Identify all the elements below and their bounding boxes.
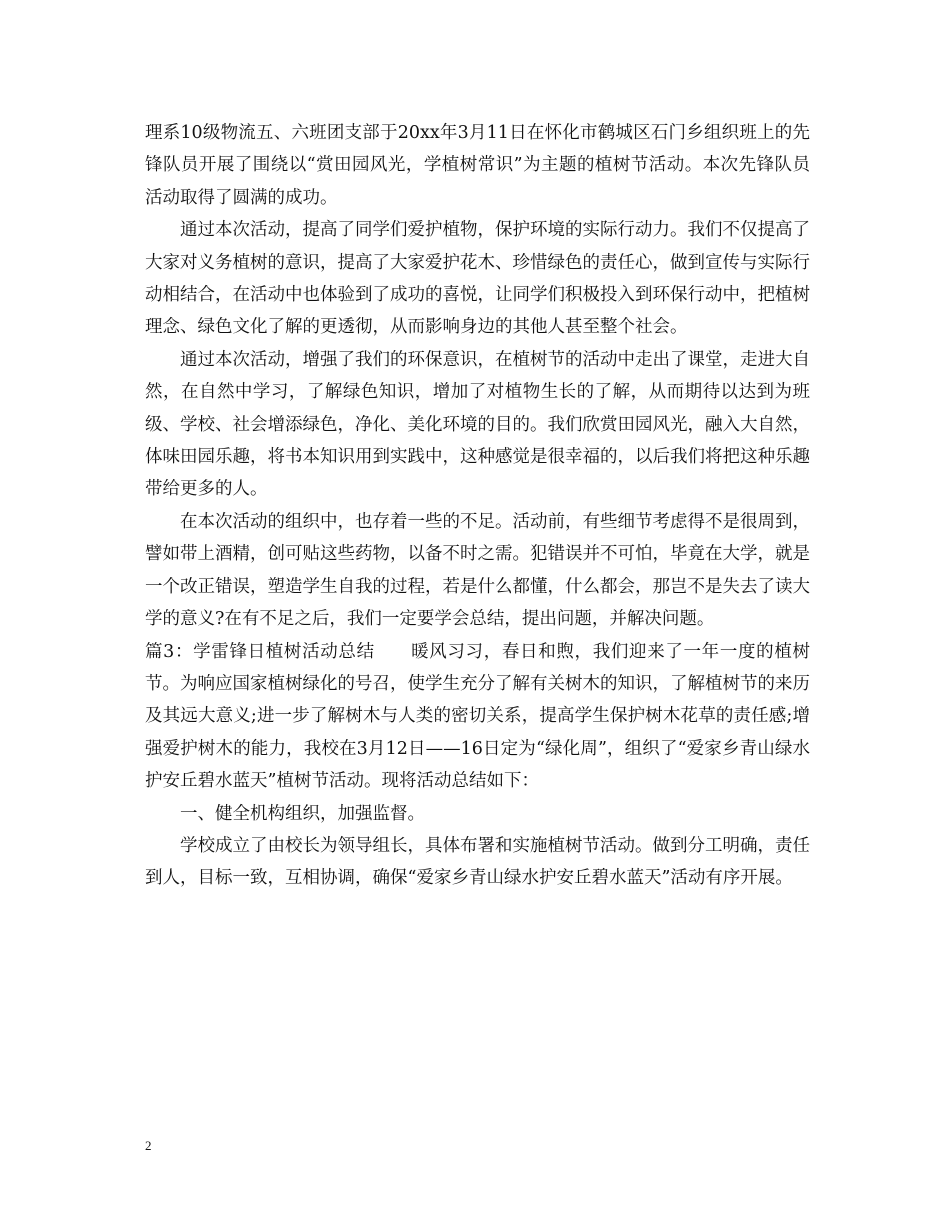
paragraph-continuation: 理系10级物流五、六班团支部于20xx年3月11日在怀化市鹤城区石门乡组织班上的先锋队员开展了围绕以“赏田园风光，学植树常识”为主题的植树节活动。本次先锋队员活动取得了圆满的成功。 xyxy=(145,123,810,208)
section-heading-organization: 一、健全机构组织，加强监督。 xyxy=(180,803,425,824)
page-number: 2 xyxy=(145,1138,152,1153)
paragraph-leadership-group: 学校成立了由校长为领导组长，具体布署和实施植树节活动。做到分工明确，责任到人，目标一致，互相协调，确保“爱家乡青山绿水护安丘碧水蓝天”活动有序开展。 xyxy=(145,835,810,889)
document-body xyxy=(145,117,810,895)
paragraph-activity-results: 通过本次活动，提高了同学们爱护植物，保护环境的实际行动力。我们不仅提高了大家对义务植树的意识，提高了大家爱护花木、珍惜绿色的责任心，做到宣传与实际行动相结合，在活动中也体验到了成功的喜悦，让同学们积极投入到环保行动中，把植树理念、绿色文化了解的更透彻，从而影响身边的其他人甚至整个社会。 xyxy=(145,220,810,338)
paragraph-environmental-awareness: 通过本次活动，增强了我们的环保意识，在植树节的活动中走出了课堂，走进大自然，在自然中学习，了解绿色知识，增加了对植物生长的了解，从而期待以达到为班级、学校、社会增添绿色，净化、美化环境的目的。我们欣赏田园风光，融入大自然，体味田园乐趣，将书本知识用到实践中，这种感觉是很幸福的，以后我们将把这种乐趣带给更多的人。 xyxy=(145,349,810,500)
paragraph-shortcomings: 在本次活动的组织中，也存着一些的不足。活动前，有些细节考虑得不是很周到，譬如带上酒精，创可贴这些药物，以备不时之需。犯错误并不可怕，毕竟在大学，就是一个改正错误，塑造学生自我的过程，若是什么都懂，什么都会，那岂不是失去了读大学的意义?在有不足之后，我们一定要学会总结，提出问题，并解决问题。 xyxy=(145,511,810,630)
paragraph-article-3-intro: 篇3：学雷锋日植树活动总结 暖风习习，春日和煦，我们迎来了一年一度的植树节。为响应国家植树绿化的号召，使学生充分了解有关树木的知识，了解植树节的来历及其远大意义;进一步了解树木与人类的密切关系，提高学生保护树木花草的责任感;增强爱护树木的能力，我校在3月12日——16日定为“绿化周”，组织了“爱家乡青山绿水护安丘碧水蓝天”植树节活动。现将活动总结如下： xyxy=(145,641,810,792)
